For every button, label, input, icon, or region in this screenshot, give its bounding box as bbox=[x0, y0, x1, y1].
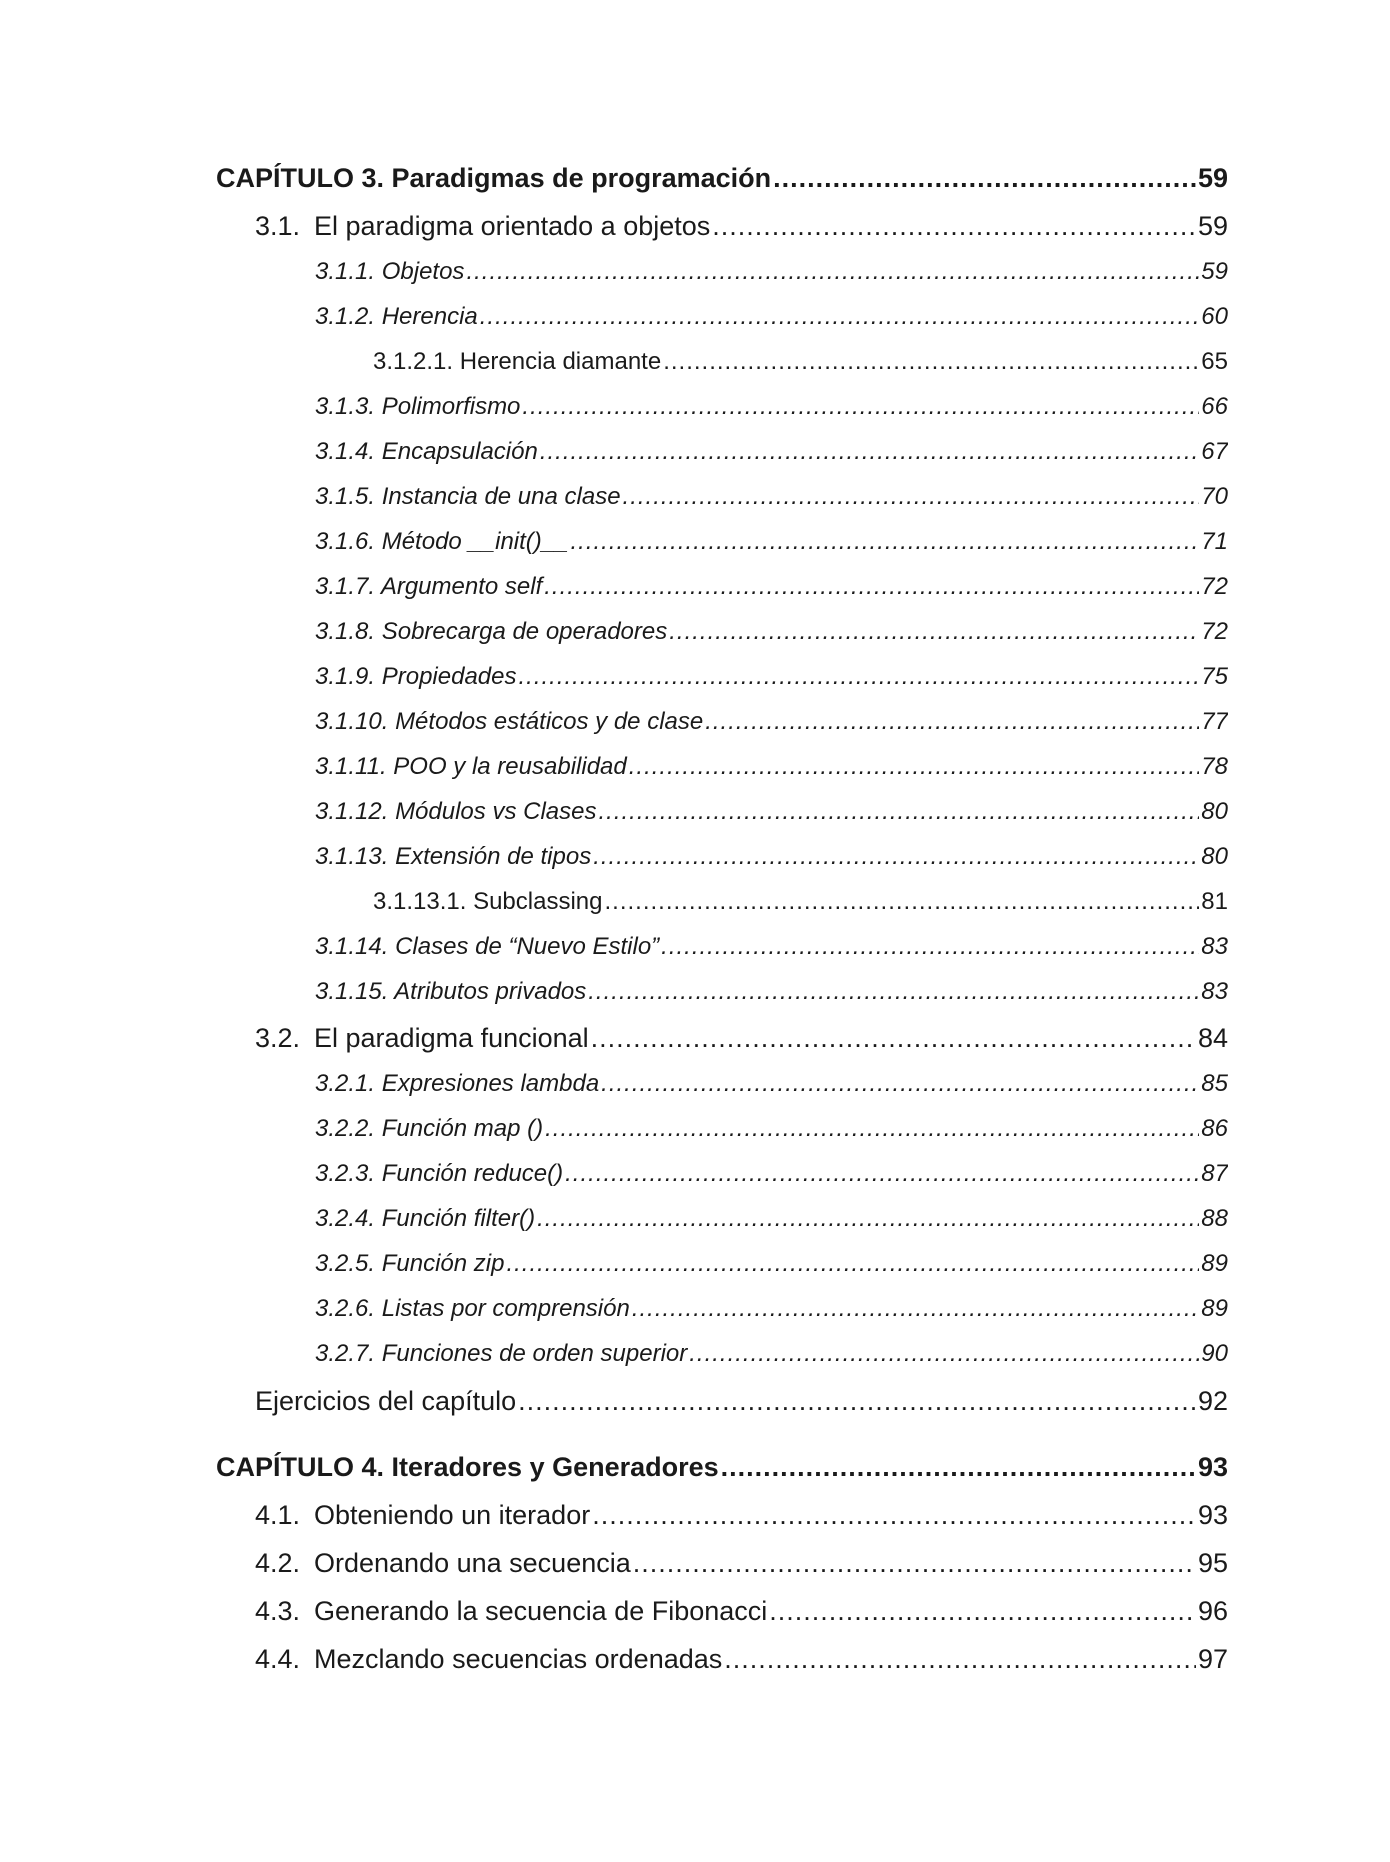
toc-subsection-3-1-12[interactable] bbox=[315, 797, 1228, 827]
toc-page-number: 89 bbox=[1201, 1295, 1228, 1322]
dot-leader bbox=[629, 752, 1200, 782]
dot-leader bbox=[633, 1546, 1196, 1580]
toc-entry-title: Generando la secuencia de Fibonacci bbox=[314, 1596, 768, 1626]
toc-page-number: 71 bbox=[1201, 528, 1228, 555]
toc-entry-title: 3.2.4. Función filter() bbox=[315, 1205, 536, 1232]
toc-entry-title: Ordenando una secuencia bbox=[314, 1548, 631, 1578]
toc-exercises-chapter-3[interactable] bbox=[255, 1384, 1228, 1418]
toc-subsection-3-2-1[interactable] bbox=[315, 1069, 1228, 1099]
dot-leader bbox=[537, 1204, 1199, 1234]
toc-subsection-3-1-3[interactable] bbox=[315, 392, 1228, 422]
dot-leader bbox=[663, 347, 1199, 377]
dot-leader bbox=[545, 1114, 1199, 1144]
dot-leader bbox=[588, 977, 1199, 1007]
toc-section-4-4[interactable] bbox=[255, 1642, 1228, 1676]
dot-leader bbox=[773, 161, 1196, 195]
toc-entry-title: 3.1.13. Extensión de tipos bbox=[315, 843, 592, 870]
dot-leader bbox=[591, 1021, 1196, 1055]
toc-page-number: 90 bbox=[1201, 1340, 1228, 1367]
toc-entry-title: Ejercicios del capítulo bbox=[255, 1386, 517, 1416]
toc-page-number: 87 bbox=[1201, 1160, 1228, 1187]
toc-entry-title: 3.1.10. Métodos estáticos y de clase bbox=[315, 708, 704, 735]
dot-leader bbox=[632, 1294, 1199, 1324]
toc-page-number: 67 bbox=[1201, 438, 1228, 465]
toc-subsection-3-1-14[interactable] bbox=[315, 932, 1228, 962]
dot-leader bbox=[540, 437, 1199, 467]
toc-subsection-3-1-5[interactable] bbox=[315, 482, 1228, 512]
toc-page-number: 93 bbox=[1197, 1500, 1228, 1530]
toc-page-number: 85 bbox=[1201, 1070, 1228, 1097]
toc-entry-title: Obteniendo un iterador bbox=[314, 1500, 591, 1530]
dot-leader bbox=[518, 1384, 1196, 1418]
toc-subsection-3-2-6[interactable] bbox=[315, 1294, 1228, 1324]
toc-page-number: 72 bbox=[1201, 618, 1228, 645]
dot-leader bbox=[601, 1069, 1199, 1099]
toc-entry-title: 3.2.3. Función reduce() bbox=[315, 1160, 564, 1187]
dot-leader bbox=[466, 257, 1199, 287]
toc-page-number: 60 bbox=[1201, 303, 1228, 330]
toc-page-number: 89 bbox=[1201, 1250, 1228, 1277]
toc-page-number: 66 bbox=[1201, 393, 1228, 420]
toc-subsection-3-1-2[interactable] bbox=[315, 302, 1228, 332]
toc-entry-title: CAPÍTULO 4. Iteradores y Generadores bbox=[216, 1452, 719, 1482]
dot-leader bbox=[605, 887, 1200, 917]
dot-leader bbox=[661, 932, 1199, 962]
dot-leader bbox=[769, 1594, 1196, 1628]
toc-entry-title: Mezclando secuencias ordenadas bbox=[314, 1644, 723, 1674]
toc-entry-title: 3.1.13.1. Subclassing bbox=[373, 888, 603, 915]
toc-entry-title: 3.2.6. Listas por comprensión bbox=[315, 1295, 630, 1322]
toc-entry-title: 3.1.6. Método __init()__ bbox=[315, 528, 569, 555]
toc-entry-title: 3.1.3. Polimorfismo bbox=[315, 393, 521, 420]
toc-page-number: 92 bbox=[1197, 1386, 1228, 1416]
toc-entry-title: 3.1.7. Argumento self bbox=[315, 573, 543, 600]
toc-page-number: 86 bbox=[1201, 1115, 1228, 1142]
dot-leader bbox=[705, 707, 1199, 737]
dot-leader bbox=[598, 797, 1199, 827]
dot-leader bbox=[669, 617, 1199, 647]
toc-page-number: 80 bbox=[1201, 798, 1228, 825]
toc-page-number: 59 bbox=[1197, 163, 1228, 193]
toc-subsubsection-3-1-13-1[interactable] bbox=[373, 887, 1228, 917]
toc-page-number: 59 bbox=[1197, 211, 1228, 241]
toc-section-4-3[interactable] bbox=[255, 1594, 1228, 1628]
dot-leader bbox=[506, 1249, 1199, 1279]
toc-entry-title: 3.1.2.1. Herencia diamante bbox=[373, 348, 662, 375]
toc-entry-title: 3.1.2. Herencia bbox=[315, 303, 478, 330]
toc-entry-title: 3.1.15. Atributos privados bbox=[315, 978, 587, 1005]
toc-subsection-3-2-5[interactable] bbox=[315, 1249, 1228, 1279]
toc-subsection-3-1-11[interactable] bbox=[315, 752, 1228, 782]
toc-subsection-3-1-15[interactable] bbox=[315, 977, 1228, 1007]
toc-chapter-3[interactable] bbox=[216, 161, 1228, 195]
toc-entry-title: 3.1.11. POO y la reusabilidad bbox=[315, 753, 627, 780]
dot-leader bbox=[480, 302, 1200, 332]
toc-entry-title: 3.1.14. Clases de “Nuevo Estilo” bbox=[315, 933, 660, 960]
dot-leader bbox=[518, 662, 1199, 692]
toc-subsection-3-1-9[interactable] bbox=[315, 662, 1228, 692]
toc-entry-title: 3.1.9. Propiedades bbox=[315, 663, 517, 690]
toc-page-number: 75 bbox=[1201, 663, 1228, 690]
toc-section-number: 4.3. bbox=[255, 1596, 301, 1626]
dot-leader bbox=[721, 1450, 1196, 1484]
toc-page-number: 72 bbox=[1201, 573, 1228, 600]
toc-entry-title: 3.2.1. Expresiones lambda bbox=[315, 1070, 600, 1097]
toc-subsection-3-2-7[interactable] bbox=[315, 1339, 1228, 1369]
toc-entry-title: El paradigma funcional bbox=[314, 1023, 589, 1053]
toc-subsubsection-3-1-2-1[interactable] bbox=[373, 347, 1228, 377]
dot-leader bbox=[592, 1498, 1196, 1532]
toc-subsection-3-2-3[interactable] bbox=[315, 1159, 1228, 1189]
toc-entry-title: 3.2.7. Funciones de orden superior bbox=[315, 1340, 688, 1367]
dot-leader bbox=[623, 482, 1200, 512]
toc-page-number: 78 bbox=[1201, 753, 1228, 780]
dot-leader bbox=[565, 1159, 1199, 1189]
dot-leader bbox=[522, 392, 1199, 422]
dot-leader bbox=[593, 842, 1199, 872]
toc-section-number: 4.4. bbox=[255, 1644, 301, 1674]
toc-page-number: 88 bbox=[1201, 1205, 1228, 1232]
toc-page-number: 83 bbox=[1201, 978, 1228, 1005]
toc-entry-title: 3.2.5. Función zip bbox=[315, 1250, 505, 1277]
toc-subsection-3-2-4[interactable] bbox=[315, 1204, 1228, 1234]
toc-page-number: 83 bbox=[1201, 933, 1228, 960]
toc-page-number: 70 bbox=[1201, 483, 1228, 510]
toc-entry-title: 3.1.4. Encapsulación bbox=[315, 438, 538, 465]
toc-page-number: 84 bbox=[1197, 1023, 1228, 1053]
toc-section-4-2[interactable] bbox=[255, 1546, 1228, 1580]
toc-entry-title: 3.1.12. Módulos vs Clases bbox=[315, 798, 597, 825]
toc-page-number: 59 bbox=[1201, 258, 1228, 285]
toc-entry-title: 3.1.5. Instancia de una clase bbox=[315, 483, 621, 510]
toc-page-number: 96 bbox=[1197, 1596, 1228, 1626]
toc-subsection-3-1-13[interactable] bbox=[315, 842, 1228, 872]
toc-page-number: 81 bbox=[1201, 888, 1228, 915]
toc-section-number: 3.1. bbox=[255, 211, 301, 241]
toc-chapter-4[interactable] bbox=[216, 1450, 1228, 1484]
toc-section-3-2[interactable] bbox=[255, 1021, 1228, 1055]
toc-entry-title: 3.1.8. Sobrecarga de operadores bbox=[315, 618, 668, 645]
toc-entry-title: 3.1.1. Objetos bbox=[315, 258, 465, 285]
toc-section-number: 4.2. bbox=[255, 1548, 301, 1578]
toc-subsection-3-1-4[interactable] bbox=[315, 437, 1228, 467]
toc-page-number: 65 bbox=[1201, 348, 1228, 375]
toc-page-number: 80 bbox=[1201, 843, 1228, 870]
dot-leader bbox=[571, 527, 1200, 557]
dot-leader bbox=[724, 1642, 1196, 1676]
toc-page-number: 77 bbox=[1201, 708, 1228, 735]
toc-page-number: 93 bbox=[1197, 1452, 1228, 1482]
dot-leader bbox=[544, 572, 1199, 602]
toc-section-4-1[interactable] bbox=[255, 1498, 1228, 1532]
toc-subsection-3-1-1[interactable] bbox=[315, 257, 1228, 287]
toc-entry-title: 3.2.2. Función map () bbox=[315, 1115, 544, 1142]
toc-section-number: 4.1. bbox=[255, 1500, 301, 1530]
toc-page-number: 97 bbox=[1197, 1644, 1228, 1674]
toc-subsection-3-1-6[interactable] bbox=[315, 527, 1228, 557]
dot-leader bbox=[689, 1339, 1199, 1369]
toc-subsection-3-2-2[interactable] bbox=[315, 1114, 1228, 1144]
toc-entry-title: CAPÍTULO 3. Paradigmas de programación bbox=[216, 163, 772, 193]
toc-section-3-1[interactable] bbox=[255, 209, 1228, 243]
toc-subsection-3-1-8[interactable] bbox=[315, 617, 1228, 647]
toc-subsection-3-1-7[interactable] bbox=[315, 572, 1228, 602]
toc-subsection-3-1-10[interactable] bbox=[315, 707, 1228, 737]
toc-page-number: 95 bbox=[1197, 1548, 1228, 1578]
toc-entry-title: El paradigma orientado a objetos bbox=[314, 211, 711, 241]
toc-section-number: 3.2. bbox=[255, 1023, 301, 1053]
dot-leader bbox=[712, 209, 1196, 243]
